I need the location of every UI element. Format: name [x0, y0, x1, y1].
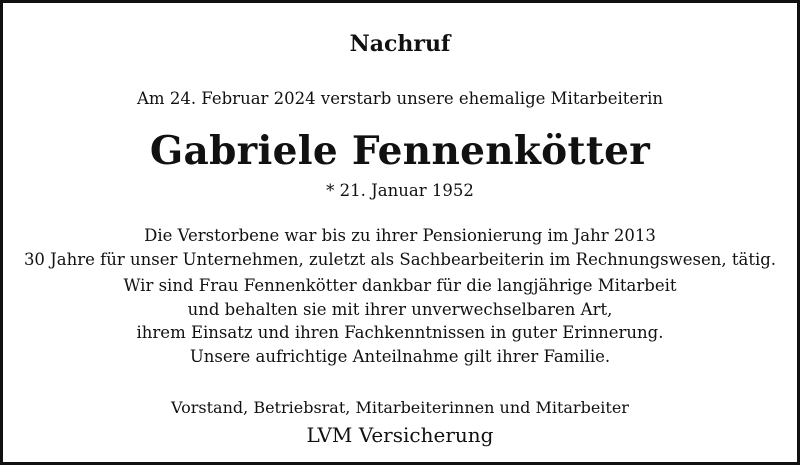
- intro-text: Am 24. Februar 2024 verstarb unsere ehemalige Mitarbeiterin: [137, 89, 663, 108]
- gratitude-line-2: und behalten sie mit ihrer unverwechselbaren Art,: [187, 299, 613, 319]
- gratitude-paragraph: [3, 274, 797, 345]
- condolence-line: Unsere aufrichtige Anteilnahme gilt ihrer Familie.: [189, 347, 611, 366]
- company-name: LVM Versicherung: [306, 423, 494, 447]
- notice-heading: Nachruf: [349, 31, 451, 57]
- gratitude-line-1: Wir sind Frau Fennenkötter dankbar für die langjährige Mitarbeit: [123, 276, 677, 295]
- deceased-name: Gabriele Fennenkötter: [149, 128, 651, 174]
- gratitude-line-3: ihrem Einsatz und ihren Fachkenntnissen in guter Erinnerung.: [136, 323, 664, 342]
- career-line-1: Die Verstorbene war bis zu ihrer Pensionierung im Jahr 2013: [144, 226, 656, 245]
- career-paragraph: [3, 224, 797, 271]
- condolence-paragraph: [3, 345, 797, 369]
- birth-date: * 21. Januar 1952: [326, 181, 474, 200]
- signatories: Vorstand, Betriebsrat, Mitarbeiterinnen und Mitarbeiter: [171, 398, 629, 417]
- career-line-2: 30 Jahre für unser Unternehmen, zuletzt als Sachbearbeiterin im Rechnungswesen, tätig.: [23, 249, 777, 269]
